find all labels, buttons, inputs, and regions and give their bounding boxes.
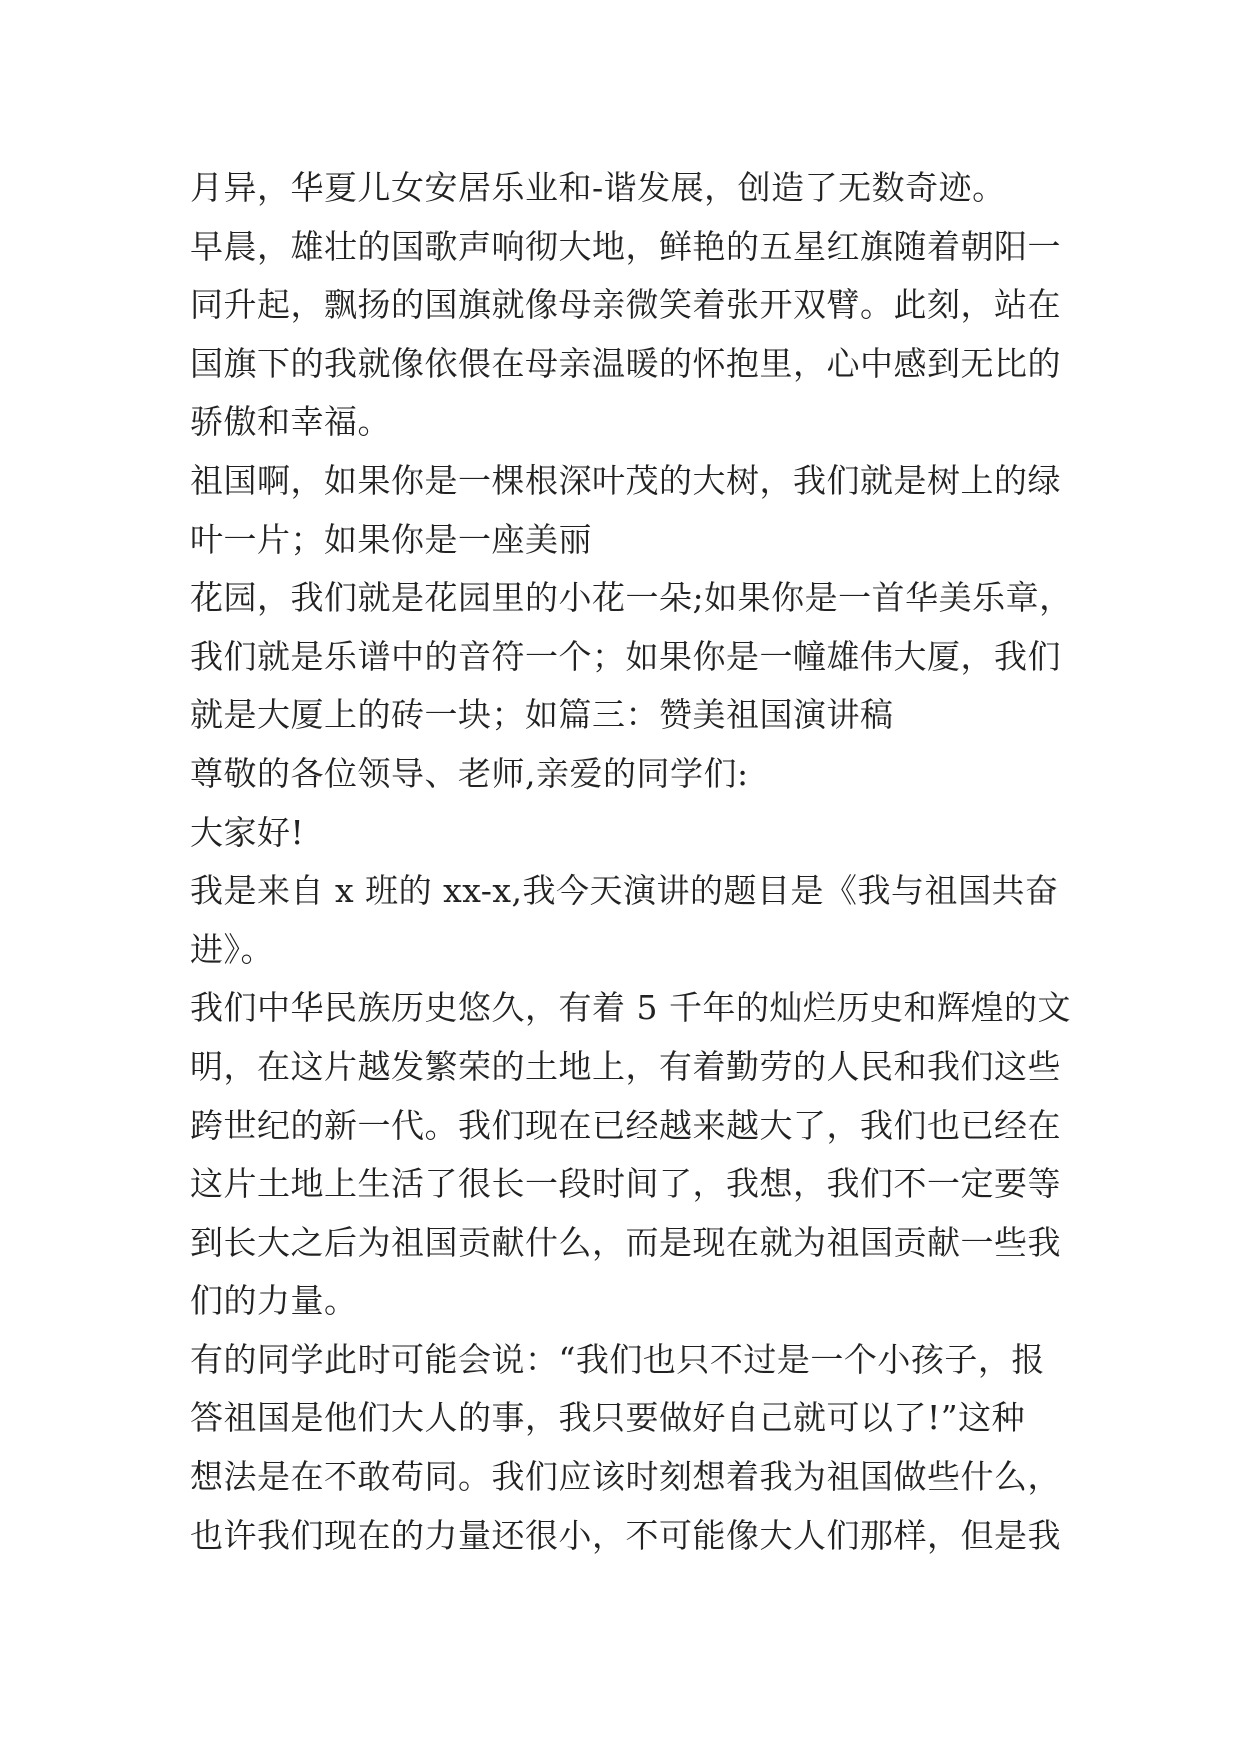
text-line: 这片土地上生活了很长一段时间了，我想，我们不一定要等 <box>190 1164 1061 1204</box>
text-line: 有的同学此时可能会说：“我们也只不过是一个小孩子，报 <box>190 1339 1045 1379</box>
text-line: 我是来自 x 班的 xx-x,我今天演讲的题目是《我与祖国共奋 <box>190 871 1059 911</box>
text-line: 骄傲和幸福。 <box>190 402 391 442</box>
document-body <box>190 159 1073 1565</box>
text-line: 想法是在不敢苟同。我们应该时刻想着我为祖国做些什么， <box>190 1457 1061 1497</box>
text-line: 花园，我们就是花园里的小花一朵;如果你是一首华美乐章， <box>190 578 1073 618</box>
text-line: 答祖国是他们大人的事，我只要做好自己就可以了!”这种 <box>190 1398 1026 1438</box>
text-line: 国旗下的我就像依偎在母亲温暖的怀抱里，心中感到无比的 <box>190 343 1061 383</box>
text-line: 进》。 <box>190 929 274 969</box>
text-line: 明，在这片越发繁荣的土地上，有着勤劳的人民和我们这些 <box>190 1046 1061 1086</box>
text-line: 尊敬的各位领导、老师,亲爱的同学们: <box>190 753 749 793</box>
text-line: 跨世纪的新一代。我们现在已经越来越大了，我们也已经在 <box>190 1105 1061 1145</box>
text-line: 也许我们现在的力量还很小，不可能像大人们那样，但是我 <box>190 1515 1061 1555</box>
text-line: 就是大厦上的砖一块；如篇三：赞美祖国演讲稿 <box>190 695 894 735</box>
text-line: 我们就是乐谱中的音符一个；如果你是一幢雄伟大厦，我们 <box>190 636 1061 676</box>
text-line: 大家好! <box>190 812 305 852</box>
text-line: 同升起，飘扬的国旗就像母亲微笑着张开双臂。此刻，站在 <box>190 285 1061 325</box>
text-line: 祖国啊，如果你是一棵根深叶茂的大树，我们就是树上的绿 <box>190 460 1061 500</box>
text-line: 到长大之后为祖国贡献什么，而是现在就为祖国贡献一些我 <box>190 1222 1061 1262</box>
text-line: 们的力量。 <box>190 1281 358 1321</box>
text-line: 我们中华民族历史悠久，有着 5 千年的灿烂历史和辉煌的文 <box>190 988 1071 1028</box>
text-line: 早晨，雄壮的国歌声响彻大地，鲜艳的五星红旗随着朝阳一 <box>190 226 1061 266</box>
text-line: 月异，华夏儿女安居乐业和-谐发展，创造了无数奇迹。 <box>190 168 1006 207</box>
text-line: 叶一片；如果你是一座美丽 <box>190 519 592 559</box>
